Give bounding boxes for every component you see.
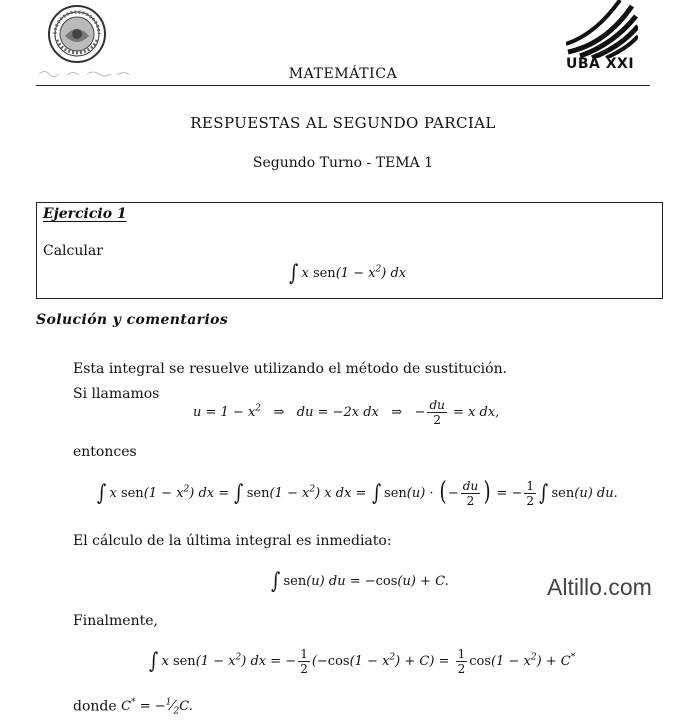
- constant-definition-math: $C^* = -^1⁄_2C$.: [121, 698, 193, 717]
- header-rule: [36, 85, 650, 86]
- immediate-integral-equation: ∫ sen(u) du = −cos(u) + C.: [271, 569, 449, 594]
- solution-paragraph-1: Esta integral se resuelve utilizando el método de sustitución.: [73, 361, 508, 377]
- final-result-equation: ∫ x $sen(1 - x^2)$ dx = − $\frac{1}{2}$ $(-\cos(1 - x^2) + C)$ = $\frac{1}{2}$ $\cos(1 - x^2) + C^*$: [149, 647, 576, 676]
- subject-title: MATEMÁTICA: [288, 66, 398, 82]
- document-title: RESPUESTAS AL SEGUNDO PARCIAL: [190, 114, 496, 132]
- solution-paragraph-4: El cálculo de la última integral es inmediato:: [73, 533, 392, 549]
- solution-paragraph-6: [73, 698, 193, 717]
- solution-paragraph-3: entonces: [73, 444, 137, 460]
- document-subtitle: Segundo Turno - TEMA 1: [252, 155, 434, 171]
- watermark-text: Altillo.com: [547, 574, 652, 600]
- substitution-equation: $u = 1 - x^2$ ⇒ du = −2x dx ⇒ − $\frac{du}{2}$ = x dx,: [193, 398, 500, 427]
- solution-heading: Solución y comentarios: [36, 312, 229, 328]
- solution-paragraph-5: Finalmente,: [73, 613, 158, 629]
- solution-paragraph-2: Si llamamos: [73, 386, 160, 402]
- exercise-label: Ejercicio 1: [43, 206, 127, 222]
- university-seal-icon: [47, 4, 107, 64]
- constant-definition-prefix: donde: [73, 698, 117, 715]
- exercise-instruction: Calcular: [43, 243, 103, 259]
- uba-logo-arcs-icon: [566, 0, 638, 58]
- uba-logo-text: UBA XXI: [566, 56, 635, 72]
- exercise-integral: ∫ x $sen(1 - x^2)$ dx: [289, 261, 407, 286]
- exercise-box: [36, 202, 663, 299]
- integral-transformation-equation: ∫ x $sen(1 - x^2)$ dx = ∫ $sen(1 - x^2)$ x dx = ∫ sen(u) · ( − $\frac{du}{2}$ ) = − $\frac{1}{2}$ ∫ sen(u) du.: [97, 477, 618, 508]
